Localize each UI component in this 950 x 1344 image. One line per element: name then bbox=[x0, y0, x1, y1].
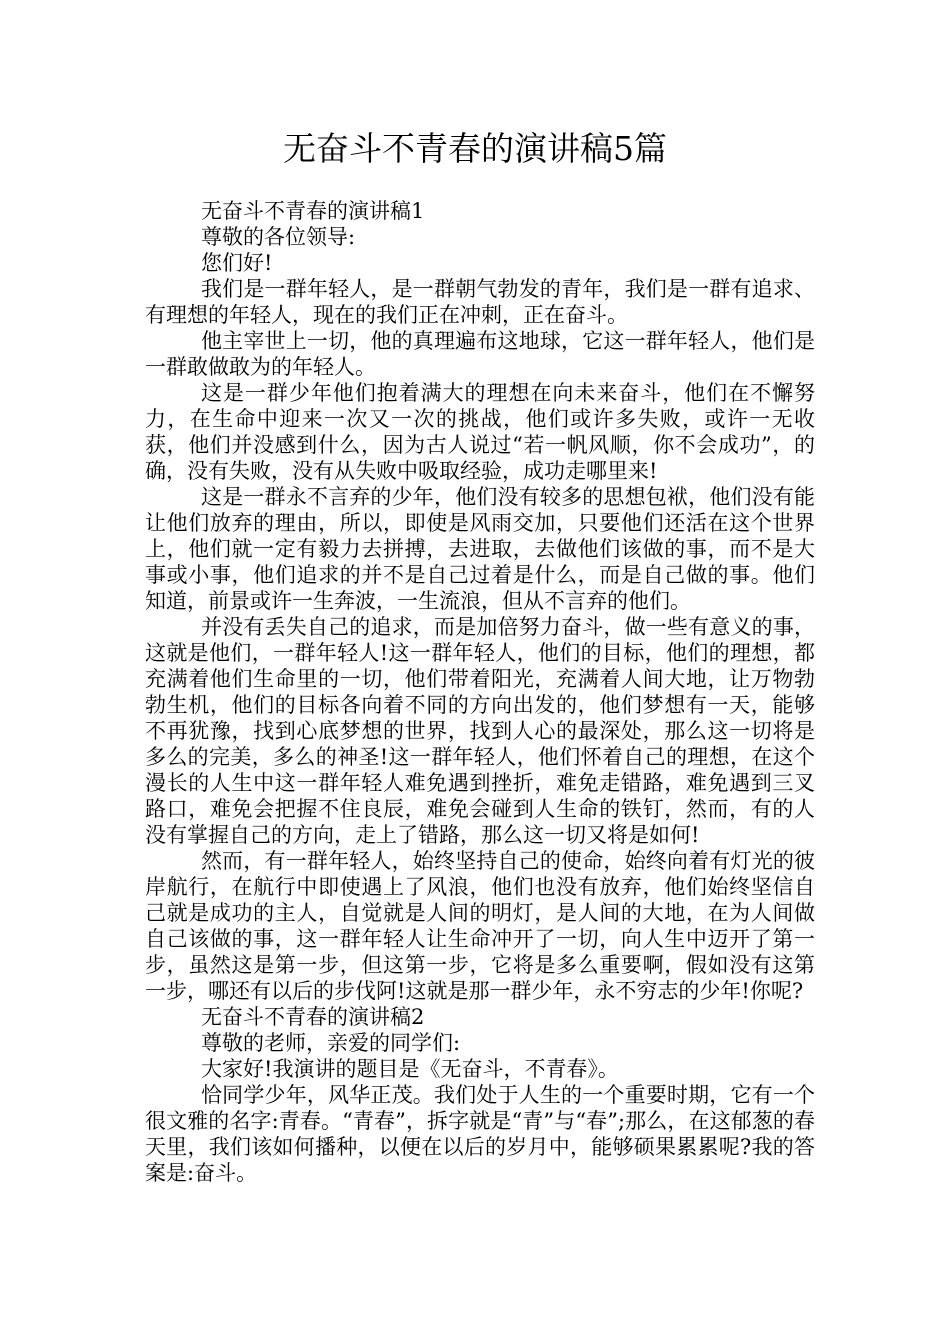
paragraph: 然而，有一群年轻人，始终坚持自己的使命，始终向着有灯光的彼岸航行，在航行中即使遇上了风浪，他们也没有放弃，他们始终坚信自己就是成功的主人，自觉就是人间的明灯，是人间的大地，在为人间做自己该做的事，这一群年轻人让生命冲开了一切，向人生中迈开了第一步，虽然这是第一步，但这第一步，它将是多么重要啊，假如没有这第一步，哪还有以后的步伐阿!这就是那一群少年，永不穷志的少年!你呢? bbox=[145, 849, 815, 1003]
document-body bbox=[145, 198, 815, 1186]
section-heading: 无奋斗不青春的演讲稿1 bbox=[201, 199, 425, 223]
paragraph: 这是一群少年他们抱着满大的理想在向未来奋斗，他们在不懈努力，在生命中迎来一次又一次的挑战，他们或许多失败，或许一无收获，他们并没感到什么，因为古人说过“若一帆风顺，你不会成功”，的确，没有失败，没有从失败中吸取经验，成功走哪里来! bbox=[145, 381, 815, 483]
paragraph: 他主宰世上一切，他的真理遍布这地球，它这一群年轻人，他们是一群敢做敢为的年轻人。 bbox=[145, 329, 815, 379]
greeting: 您们好! bbox=[201, 251, 273, 275]
paragraph: 这是一群永不言弃的少年，他们没有较多的思想包袱，他们没有能让他们放弃的理由，所以，即使是风雨交加，只要他们还活在这个世界上，他们就一定有毅力去拼搏，去进取，去做他们该做的事，而不是大事或小事，他们追求的并不是自己过着是什么，而是自己做的事。他们知道，前景或许一生奔波，一生流浪，但从不言弃的他们。 bbox=[145, 485, 815, 613]
salutation: 尊敬的老师，亲爱的同学们: bbox=[201, 1031, 461, 1055]
greeting: 大家好!我演讲的题目是《无奋斗，不青春》。 bbox=[201, 1057, 619, 1081]
section-heading: 无奋斗不青春的演讲稿2 bbox=[201, 1005, 425, 1029]
paragraph: 恰同学少年，风华正茂。我们处于人生的一个重要时期，它有一个很文雅的名字:青春。“青春”，拆字就是“青”与“春”;那么，在这郁葱的春天里，我们该如何播种，以便在以后的岁月中，能够硕果累累呢?我的答案是:奋斗。 bbox=[145, 1083, 815, 1185]
document-title: 无奋斗不青春的演讲稿5篇 bbox=[283, 129, 667, 168]
salutation: 尊敬的各位领导: bbox=[201, 225, 356, 249]
paragraph: 我们是一群年轻人，是一群朝气勃发的青年，我们是一群有追求、有理想的年轻人，现在的我们正在冲刺，正在奋斗。 bbox=[145, 277, 815, 327]
paragraph: 并没有丢失自己的追求，而是加倍努力奋斗，做一些有意义的事，这就是他们，一群年轻人!这一群年轻人，他们的目标，他们的理想，都充满着他们生命里的一切，他们带着阳光，充满着人间大地，让万物勃勃生机，他们的目标各向着不同的方向出发的，他们梦想有一天，能够不再犹豫，找到心底梦想的世界，找到人心的最深处，那么这一切将是多么的完美，多么的神圣!这一群年轻人，他们怀着自己的理想，在这个漫长的人生中这一群年轻人难免遇到挫折，难免走错路，难免遇到三叉路口，难免会把握不住良辰，难免会碰到人生命的铁钉，然而，有的人没有掌握自己的方向，走上了错路，那么这一切又将是如何! bbox=[145, 615, 815, 847]
